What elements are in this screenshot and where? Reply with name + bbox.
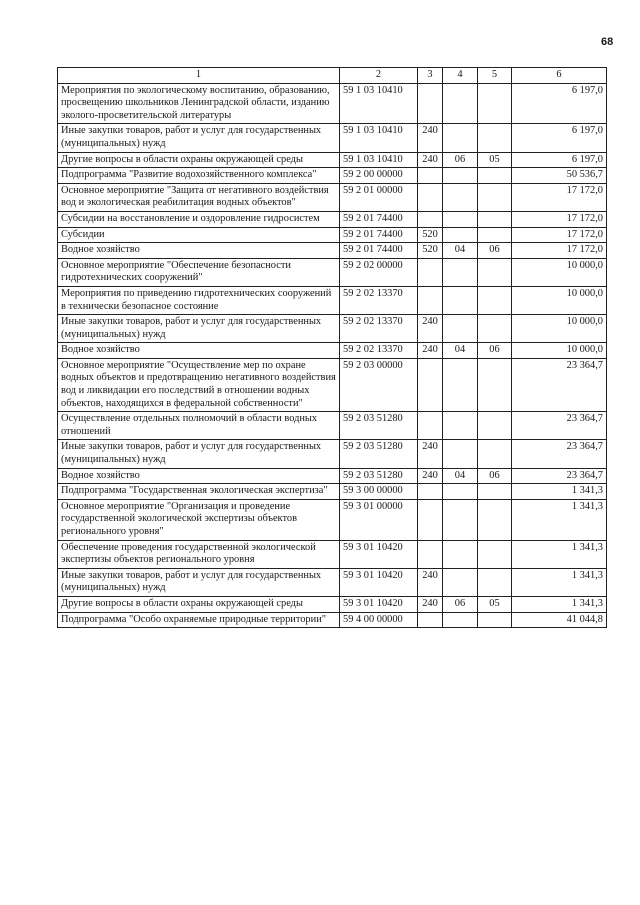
subsection-code: 06 xyxy=(478,468,512,484)
expense-type-code xyxy=(418,168,443,184)
table-row xyxy=(58,183,607,211)
target-article-code: 59 2 02 13370 xyxy=(340,343,418,359)
amount-value: 17 172,0 xyxy=(512,243,607,259)
section-code xyxy=(443,83,478,124)
subsection-code xyxy=(478,540,512,568)
section-code: 06 xyxy=(443,152,478,168)
target-article-code: 59 1 03 10410 xyxy=(340,152,418,168)
table-row xyxy=(58,227,607,243)
target-article-code: 59 2 03 51280 xyxy=(340,468,418,484)
expense-type-code xyxy=(418,540,443,568)
amount-value: 10 000,0 xyxy=(512,286,607,314)
expense-type-code xyxy=(418,499,443,540)
row-description: Иные закупки товаров, работ и услуг для государственных (муниципальных) нужд xyxy=(58,568,340,596)
expense-type-code: 240 xyxy=(418,343,443,359)
amount-value: 1 341,3 xyxy=(512,540,607,568)
section-code xyxy=(443,286,478,314)
section-code xyxy=(443,315,478,343)
target-article-code: 59 2 00 00000 xyxy=(340,168,418,184)
amount-value: 17 172,0 xyxy=(512,183,607,211)
table-row xyxy=(58,343,607,359)
subsection-code xyxy=(478,258,512,286)
expense-type-code xyxy=(418,211,443,227)
column-header: 4 xyxy=(443,68,478,84)
table-row xyxy=(58,152,607,168)
amount-value: 23 364,7 xyxy=(512,468,607,484)
row-description: Осуществление отдельных полномочий в области водных отношений xyxy=(58,412,340,440)
row-description: Субсидии на восстановление и оздоровление гидросистем xyxy=(58,211,340,227)
row-description: Другие вопросы в области охраны окружающей среды xyxy=(58,596,340,612)
column-header: 6 xyxy=(512,68,607,84)
subsection-code xyxy=(478,183,512,211)
table-row xyxy=(58,258,607,286)
subsection-code xyxy=(478,358,512,411)
expense-type-code xyxy=(418,286,443,314)
expense-type-code: 240 xyxy=(418,596,443,612)
table-row xyxy=(58,358,607,411)
row-description: Субсидии xyxy=(58,227,340,243)
amount-value: 1 341,3 xyxy=(512,568,607,596)
subsection-code xyxy=(478,484,512,500)
table-row xyxy=(58,168,607,184)
column-header: 2 xyxy=(340,68,418,84)
table-row xyxy=(58,612,607,628)
target-article-code: 59 1 03 10410 xyxy=(340,83,418,124)
amount-value: 10 000,0 xyxy=(512,258,607,286)
row-description: Подпрограмма "Развитие водохозяйственного комплекса" xyxy=(58,168,340,184)
target-article-code: 59 3 01 10420 xyxy=(340,540,418,568)
amount-value: 23 364,7 xyxy=(512,412,607,440)
section-code: 06 xyxy=(443,596,478,612)
subsection-code xyxy=(478,83,512,124)
subsection-code xyxy=(478,168,512,184)
table-row xyxy=(58,315,607,343)
subsection-code xyxy=(478,568,512,596)
subsection-code xyxy=(478,499,512,540)
table-row xyxy=(58,440,607,468)
section-code xyxy=(443,440,478,468)
section-code xyxy=(443,540,478,568)
subsection-code xyxy=(478,412,512,440)
subsection-code xyxy=(478,315,512,343)
section-code xyxy=(443,412,478,440)
target-article-code: 59 2 03 00000 xyxy=(340,358,418,411)
expense-type-code: 240 xyxy=(418,568,443,596)
section-code xyxy=(443,499,478,540)
subsection-code xyxy=(478,440,512,468)
amount-value: 50 536,7 xyxy=(512,168,607,184)
section-code: 04 xyxy=(443,468,478,484)
section-code xyxy=(443,124,478,152)
section-code xyxy=(443,358,478,411)
section-code: 04 xyxy=(443,343,478,359)
table-row xyxy=(58,83,607,124)
table-body xyxy=(58,83,607,628)
subsection-code xyxy=(478,227,512,243)
table-row xyxy=(58,568,607,596)
section-code xyxy=(443,258,478,286)
target-article-code: 59 2 03 51280 xyxy=(340,440,418,468)
target-article-code: 59 2 01 74400 xyxy=(340,211,418,227)
row-description: Основное мероприятие "Осуществление мер по охране водных объектов и предотвращению негативного воздействия вод и ликвидации его последствий в отношении водных объектов, находящихся в федеральной собственности" xyxy=(58,358,340,411)
amount-value: 1 341,3 xyxy=(512,596,607,612)
row-description: Обеспечение проведения государственной экологической экспертизы объектов регионального уровня xyxy=(58,540,340,568)
row-description: Иные закупки товаров, работ и услуг для государственных (муниципальных) нужд xyxy=(58,124,340,152)
expense-type-code: 240 xyxy=(418,440,443,468)
table-row xyxy=(58,243,607,259)
row-description: Подпрограмма "Особо охраняемые природные территории" xyxy=(58,612,340,628)
row-description: Иные закупки товаров, работ и услуг для государственных (муниципальных) нужд xyxy=(58,440,340,468)
row-description: Мероприятия по приведению гидротехнических сооружений в технически безопасное состояние xyxy=(58,286,340,314)
subsection-code xyxy=(478,286,512,314)
row-description: Водное хозяйство xyxy=(58,343,340,359)
row-description: Водное хозяйство xyxy=(58,243,340,259)
table-row xyxy=(58,484,607,500)
table-row xyxy=(58,286,607,314)
section-code xyxy=(443,211,478,227)
section-code xyxy=(443,227,478,243)
amount-value: 1 341,3 xyxy=(512,484,607,500)
section-code xyxy=(443,568,478,596)
amount-value: 10 000,0 xyxy=(512,343,607,359)
table-row xyxy=(58,412,607,440)
amount-value: 17 172,0 xyxy=(512,211,607,227)
expense-type-code xyxy=(418,83,443,124)
expense-type-code: 240 xyxy=(418,468,443,484)
amount-value: 6 197,0 xyxy=(512,152,607,168)
target-article-code: 59 2 03 51280 xyxy=(340,412,418,440)
budget-table xyxy=(57,67,607,628)
target-article-code: 59 3 01 10420 xyxy=(340,568,418,596)
expense-type-code xyxy=(418,612,443,628)
expense-type-code xyxy=(418,258,443,286)
column-header: 5 xyxy=(478,68,512,84)
row-description: Подпрограмма "Государственная экологическая экспертиза" xyxy=(58,484,340,500)
amount-value: 6 197,0 xyxy=(512,83,607,124)
target-article-code: 59 3 01 00000 xyxy=(340,499,418,540)
target-article-code: 59 4 00 00000 xyxy=(340,612,418,628)
subsection-code: 06 xyxy=(478,343,512,359)
subsection-code xyxy=(478,211,512,227)
section-code xyxy=(443,168,478,184)
target-article-code: 59 2 01 74400 xyxy=(340,243,418,259)
expense-type-code xyxy=(418,358,443,411)
row-description: Мероприятия по экологическому воспитанию, образованию, просвещению школьников Ленинградской области, изданию эколого-просветительской литературы xyxy=(58,83,340,124)
expense-type-code xyxy=(418,412,443,440)
target-article-code: 59 2 01 00000 xyxy=(340,183,418,211)
target-article-code: 59 3 01 10420 xyxy=(340,596,418,612)
target-article-code: 59 2 02 00000 xyxy=(340,258,418,286)
expense-type-code: 240 xyxy=(418,152,443,168)
target-article-code: 59 1 03 10410 xyxy=(340,124,418,152)
section-code xyxy=(443,612,478,628)
table-row xyxy=(58,124,607,152)
table-header-row xyxy=(58,68,607,84)
expense-type-code: 520 xyxy=(418,243,443,259)
row-description: Основное мероприятие "Обеспечение безопасности гидротехнических сооружений" xyxy=(58,258,340,286)
table-row xyxy=(58,499,607,540)
row-description: Основное мероприятие "Организация и проведение государственной экологической экспертизы объектов регионального уровня" xyxy=(58,499,340,540)
target-article-code: 59 2 02 13370 xyxy=(340,315,418,343)
amount-value: 6 197,0 xyxy=(512,124,607,152)
target-article-code: 59 2 01 74400 xyxy=(340,227,418,243)
amount-value: 41 044,8 xyxy=(512,612,607,628)
column-header: 3 xyxy=(418,68,443,84)
subsection-code: 05 xyxy=(478,596,512,612)
target-article-code: 59 2 02 13370 xyxy=(340,286,418,314)
subsection-code xyxy=(478,612,512,628)
table-row xyxy=(58,468,607,484)
amount-value: 17 172,0 xyxy=(512,227,607,243)
page-number: 68 xyxy=(601,36,614,48)
row-description: Водное хозяйство xyxy=(58,468,340,484)
section-code: 04 xyxy=(443,243,478,259)
amount-value: 1 341,3 xyxy=(512,499,607,540)
expense-type-code: 520 xyxy=(418,227,443,243)
subsection-code: 06 xyxy=(478,243,512,259)
amount-value: 23 364,7 xyxy=(512,358,607,411)
subsection-code: 05 xyxy=(478,152,512,168)
row-description: Иные закупки товаров, работ и услуг для государственных (муниципальных) нужд xyxy=(58,315,340,343)
amount-value: 23 364,7 xyxy=(512,440,607,468)
table-row xyxy=(58,211,607,227)
amount-value: 10 000,0 xyxy=(512,315,607,343)
section-code xyxy=(443,183,478,211)
row-description: Другие вопросы в области охраны окружающей среды xyxy=(58,152,340,168)
row-description: Основное мероприятие "Защита от негативного воздействия вод и экологическая реабилитация водных объектов" xyxy=(58,183,340,211)
section-code xyxy=(443,484,478,500)
table-row xyxy=(58,596,607,612)
target-article-code: 59 3 00 00000 xyxy=(340,484,418,500)
expense-type-code xyxy=(418,484,443,500)
expense-type-code: 240 xyxy=(418,124,443,152)
expense-type-code xyxy=(418,183,443,211)
table-row xyxy=(58,540,607,568)
column-header: 1 xyxy=(58,68,340,84)
subsection-code xyxy=(478,124,512,152)
expense-type-code: 240 xyxy=(418,315,443,343)
